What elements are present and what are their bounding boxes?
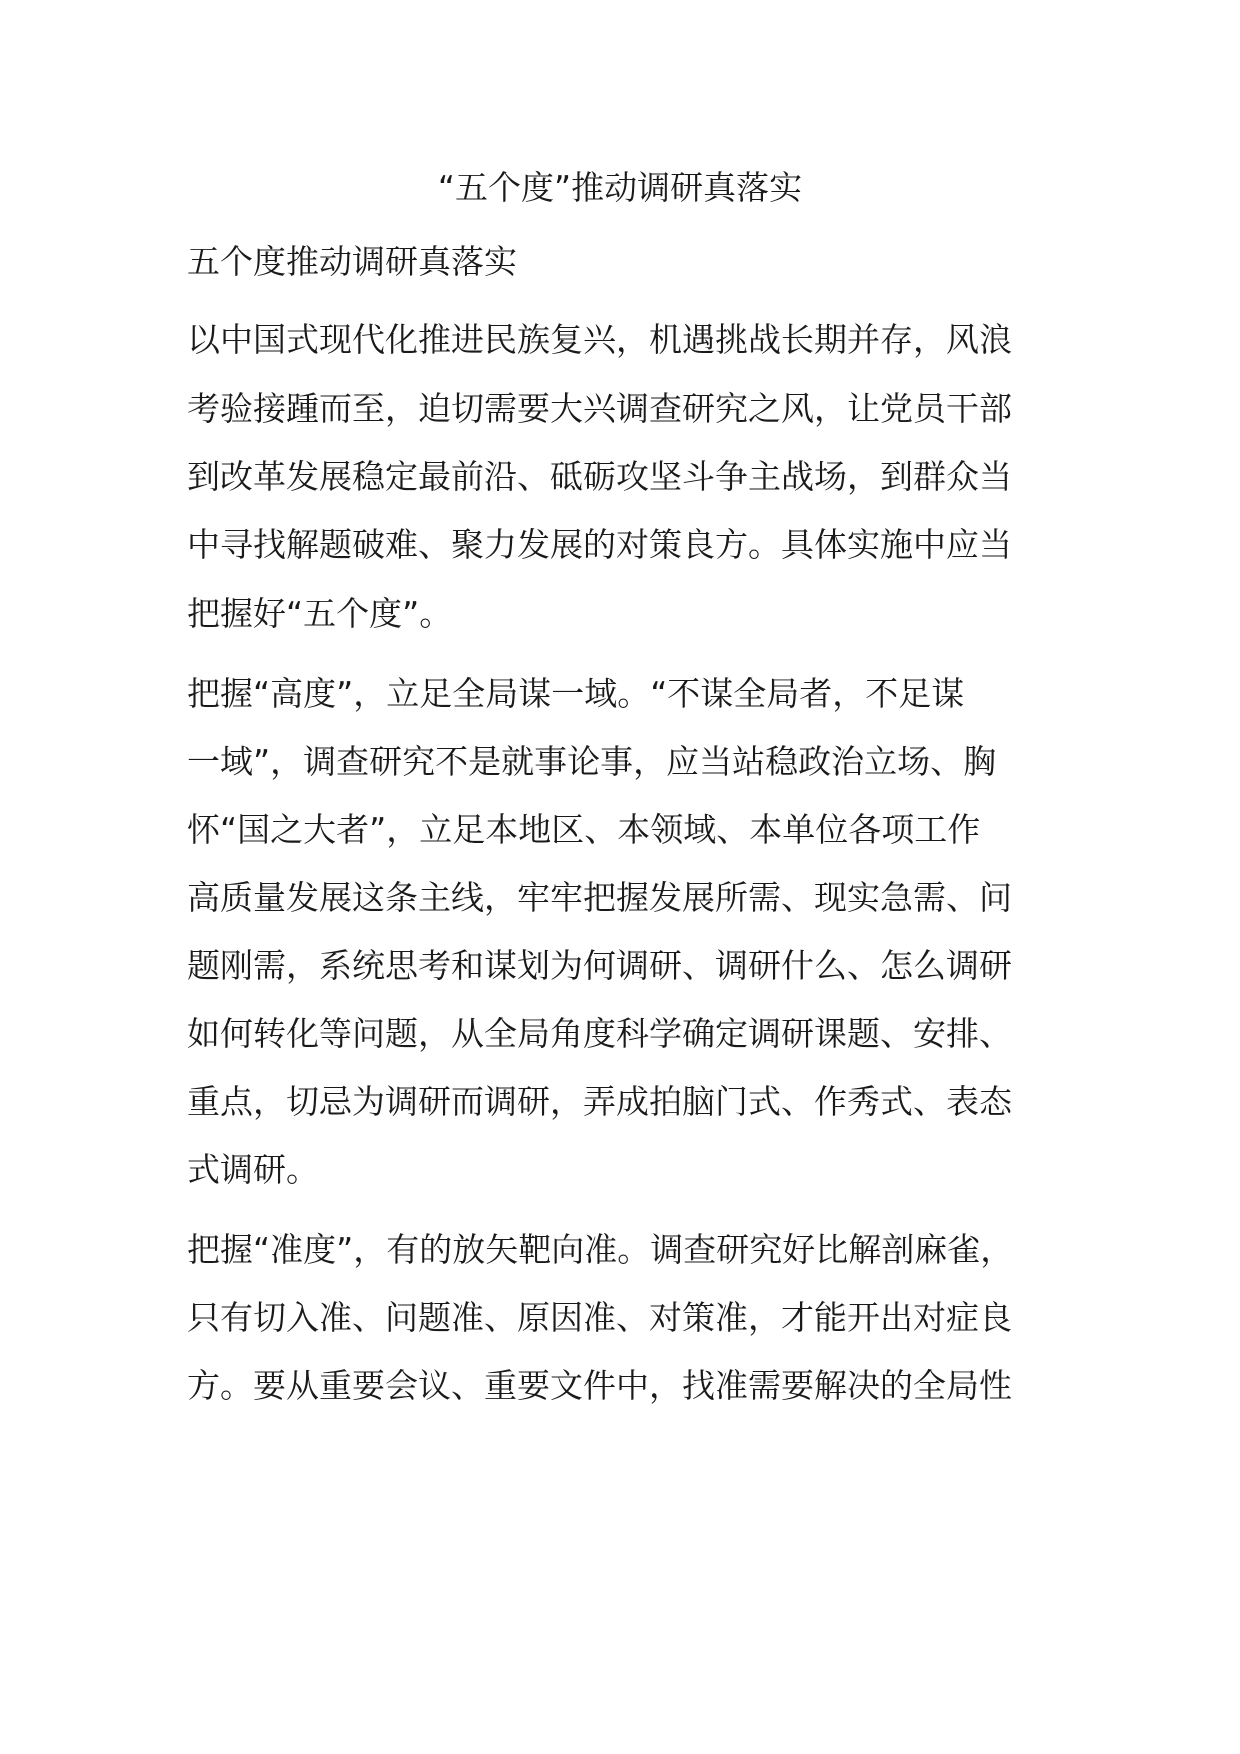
paragraph-1-line-2: 考验接踵而至，迫切需要大兴调查研究之风，让党员干部 xyxy=(187,389,1012,428)
paragraph-3-line-3: 方。要从重要会议、重要文件中，找准需要解决的全局性 xyxy=(187,1366,1012,1405)
paragraph-2-line-6: 如何转化等问题，从全局角度科学确定调研课题、安排、 xyxy=(187,1014,1012,1053)
paragraph-3-line-1: 把握“准度”，有的放矢靶向准。调查研究好比解剖麻雀， xyxy=(187,1230,1014,1269)
paragraph-2-line-7: 重点，切忌为调研而调研，弄成拍脑门式、作秀式、表态 xyxy=(187,1082,1012,1121)
paragraph-2-line-2: 一域”，调查研究不是就事论事，应当站稳政治立场、胸 xyxy=(187,742,997,781)
paragraph-2-line-1: 把握“高度”，立足全局谋一域。“不谋全局者，不足谋 xyxy=(187,674,965,713)
paragraph-1-line-1: 以中国式现代化推进民族复兴，机遇挑战长期并存，风浪 xyxy=(187,320,1012,359)
paragraph-1-line-5: 把握好“五个度”。 xyxy=(187,594,453,633)
paragraph-2-line-3: 怀“国之大者”，立足本地区、本领域、本单位各项工作 xyxy=(187,810,981,849)
paragraph-2-line-8: 式调研。 xyxy=(187,1150,319,1189)
paragraph-1-line-3: 到改革发展稳定最前沿、砥砺攻坚斗争主战场，到群众当 xyxy=(187,457,1012,496)
paragraph-1-line-4: 中寻找解题破难、聚力发展的对策良方。具体实施中应当 xyxy=(187,525,1012,564)
document-title: “五个度”推动调研真落实 xyxy=(437,168,803,207)
document-subtitle: 五个度推动调研真落实 xyxy=(187,242,517,281)
paragraph-3-line-2: 只有切入准、问题准、原因准、对策准，才能开出对症良 xyxy=(187,1298,1012,1337)
paragraph-2-line-5: 题刚需，系统思考和谋划为何调研、调研什么、怎么调研 xyxy=(187,946,1012,985)
paragraph-2-line-4: 高质量发展这条主线，牢牢把握发展所需、现实急需、问 xyxy=(187,878,1012,917)
